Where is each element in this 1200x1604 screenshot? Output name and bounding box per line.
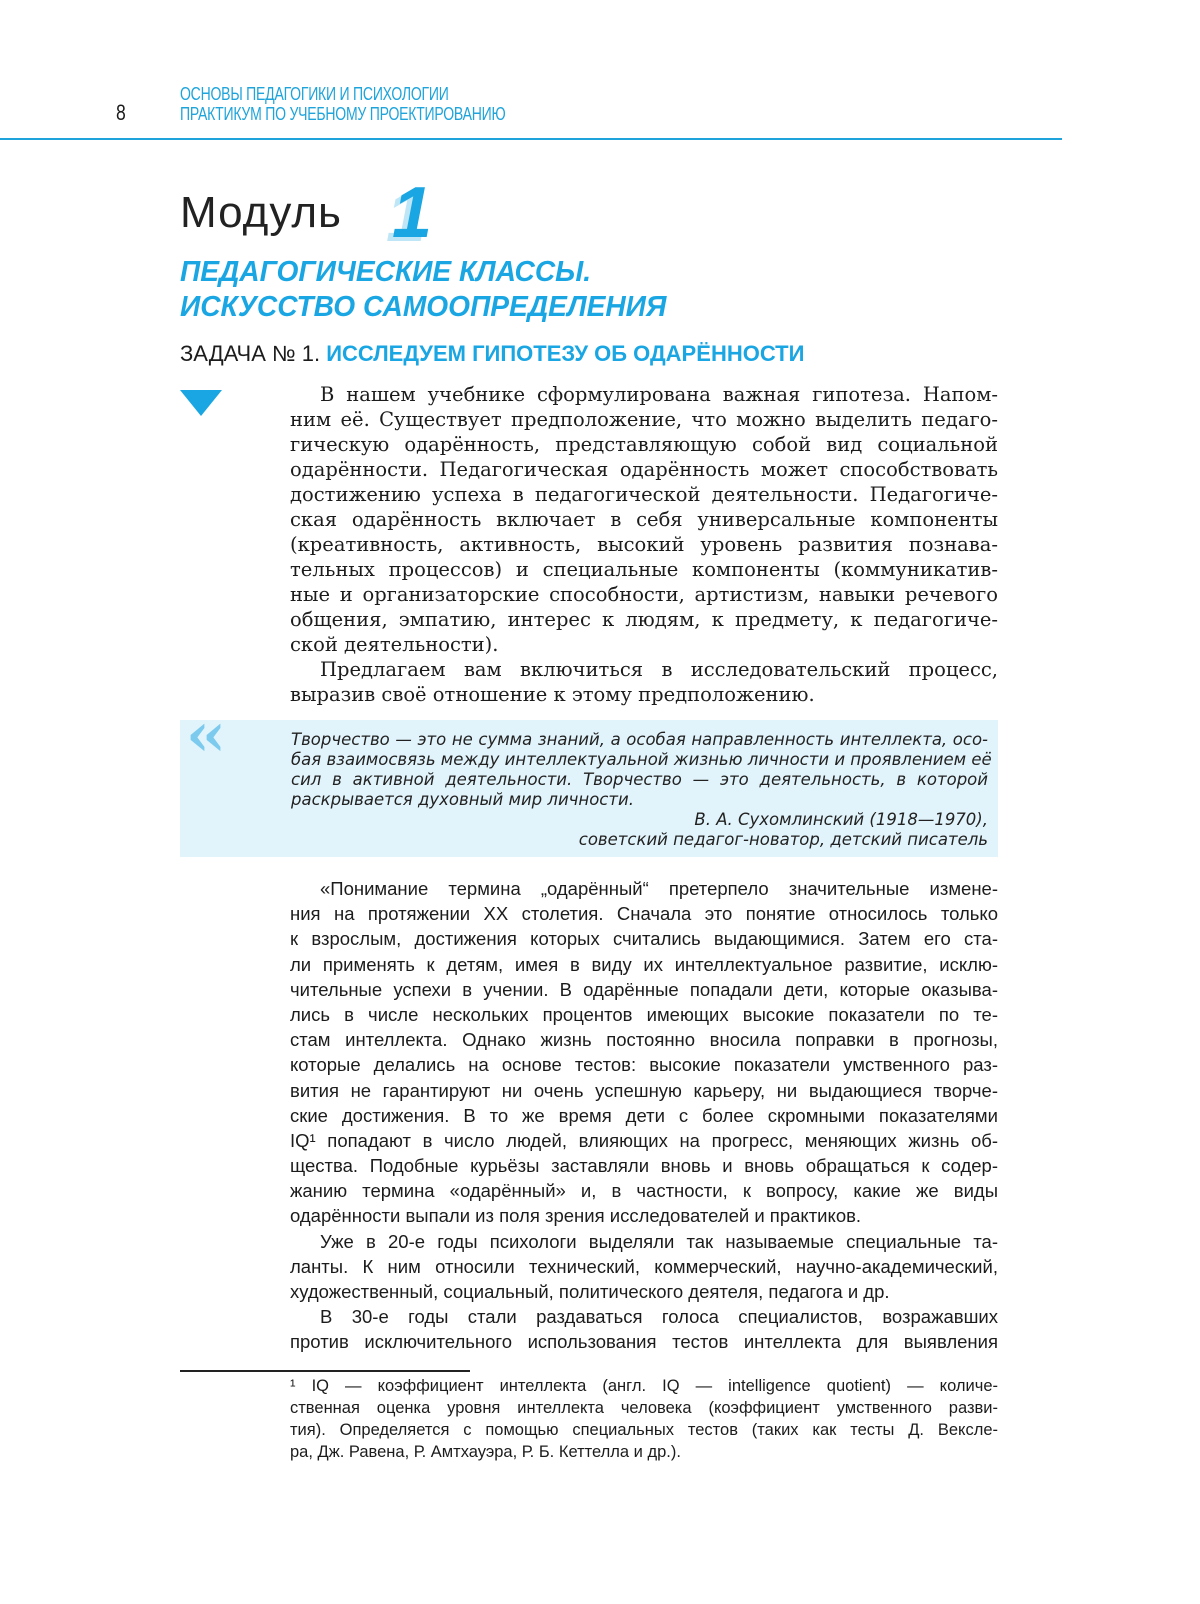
text-line: которые делались на основе тестов: высокие показатели умственного раз- bbox=[290, 1054, 998, 1076]
task-title: ИССЛЕДУЕМ ГИПОТЕЗУ ОБ ОДАРЁННОСТИ bbox=[326, 341, 805, 366]
text-line: бая взаимосвязь между интеллектуальной жизнью личности и проявлением её bbox=[291, 750, 992, 769]
quote-text bbox=[291, 730, 992, 850]
quote-author-description: советский педагог-новатор, детский писатель bbox=[578, 830, 988, 849]
footnote bbox=[290, 1375, 998, 1463]
text-line: тия). Определяется с помощью специальных тестов (таких как тесты Д. Вексле- bbox=[290, 1421, 998, 1439]
text-line: сил в активной деятельности. Творчество — это деятельность, в которой bbox=[291, 770, 988, 789]
triangle-marker-icon bbox=[180, 390, 222, 416]
text-line: одарённости выпали из поля зрения исследователей и практиков. bbox=[290, 1205, 862, 1227]
page-number: 8 bbox=[116, 100, 126, 125]
text-line: тельных процессов) и специальные компоненты (коммуникатив- bbox=[290, 558, 998, 581]
text-line: ним её. Существует предположение, что можно выделить педаго- bbox=[290, 408, 998, 431]
text-line: ¹ IQ — коэффициент интеллекта (англ. IQ — intelligence quotient) — количе- bbox=[290, 1377, 998, 1395]
text-line: (креативность, активность, высокий уровень развития познава- bbox=[290, 533, 998, 556]
text-line: лись в числе нескольких процентов имеющих высокие показатели по те- bbox=[290, 1003, 998, 1025]
module-label: Модуль bbox=[180, 188, 342, 237]
text-line: ли применять к детям, имея в виду их интеллектуальное развитие, исклю- bbox=[290, 953, 998, 975]
text-line: ские достижения. В то же время дети с более скромными показателями bbox=[290, 1104, 998, 1126]
text-line: общения, эмпатию, интерес к людям, к предмету, к педагогиче- bbox=[290, 608, 998, 631]
text-line: В нашем учебнике сформулирована важная гипотеза. Напом- bbox=[320, 383, 998, 406]
text-line: достижению успеха в педагогической деятельности. Педагогиче- bbox=[290, 483, 998, 506]
text-line: против исключительного использования тестов интеллекта для выявления bbox=[290, 1331, 998, 1353]
intro-text bbox=[290, 382, 998, 707]
text-line: ланты. К ним относили технический, коммерческий, научно-академический, bbox=[290, 1255, 998, 1277]
text-line: «Понимание термина „одарённый“ претерпело значительные измене- bbox=[320, 878, 998, 899]
task-prefix: ЗАДАЧА № 1. bbox=[180, 341, 321, 366]
body-text bbox=[290, 876, 998, 1355]
text-line: к взрослым, достижения которых считались выдающимися. Затем его ста- bbox=[290, 928, 998, 950]
text-line: жанию термина «одарённый» и, в частности, к вопросу, какие же виды bbox=[290, 1180, 998, 1202]
text-line: художественный, социальный, политического деятеля, педагога и др. bbox=[290, 1281, 890, 1302]
text-line: IQ¹ попадают в число людей, влияющих на прогресс, меняющих жизнь об- bbox=[290, 1129, 998, 1151]
text-line: чительные успехи в учении. В одарённые попадали дети, которые оказыва- bbox=[290, 978, 998, 1000]
quote-mark-icon: ‹‹ bbox=[186, 700, 218, 770]
running-header-line2: ПРАКТИКУМ ПО УЧЕБНОМУ ПРОЕКТИРОВАНИЮ bbox=[180, 104, 506, 124]
footnote-rule bbox=[180, 1370, 470, 1372]
text-line: ственная оценка уровня интеллекта человека (коэффициент умственного разви- bbox=[290, 1399, 998, 1417]
text-line: стам интеллекта. Однако жизнь постоянно вносила поправки в прогнозы, bbox=[290, 1029, 998, 1051]
module-title-line1: ПЕДАГОГИЧЕСКИЕ КЛАССЫ. bbox=[180, 256, 592, 288]
text-line: Творчество — это не сумма знаний, а особая направленность интеллекта, осо- bbox=[291, 730, 988, 749]
module-number: 1 bbox=[392, 173, 433, 253]
text-line: ные и организаторские способности, артистизм, навыки речевого bbox=[290, 583, 998, 606]
text-line: раскрывается духовный мир личности. bbox=[291, 790, 634, 809]
running-header-line1: ОСНОВЫ ПЕДАГОГИКИ И ПСИХОЛОГИИ bbox=[180, 84, 449, 104]
text-line: ская одарённость включает в себя универсальные компоненты bbox=[290, 508, 998, 531]
text-line: В 30-е годы стали раздаваться голоса специалистов, возражавших bbox=[320, 1306, 998, 1328]
task-heading bbox=[180, 341, 804, 367]
text-line: Уже в 20-е годы психологи выделяли так называемые специальные та- bbox=[320, 1230, 998, 1252]
text-line: ской деятельности). bbox=[290, 633, 499, 656]
text-line: ния на протяжении XX столетия. Сначала это понятие относилось только bbox=[290, 903, 998, 925]
text-line: Предлагаем вам включиться в исследовательский процесс, bbox=[320, 658, 998, 681]
text-line: вития не гарантируют ни очень успешную карьеру, ни выдающиеся творче- bbox=[290, 1079, 998, 1101]
quote-author: В. А. Сухомлинский (1918—1970), bbox=[694, 810, 988, 829]
text-line: одарённости. Педагогическая одарённость может способствовать bbox=[290, 458, 998, 481]
module-title-line2: ИСКУССТВО САМООПРЕДЕЛЕНИЯ bbox=[180, 291, 667, 323]
text-line: выразив своё отношение к этому предположению. bbox=[290, 683, 815, 706]
text-line: гическую одарённость, представляющую собой вид социальной bbox=[290, 433, 998, 456]
text-line: щества. Подобные курьёзы заставляли вновь и вновь обращаться к содер- bbox=[290, 1155, 998, 1177]
text-line: ра, Дж. Равена, Р. Амтхауэра, Р. Б. Кеттелла и др.). bbox=[290, 1443, 681, 1461]
header-rule bbox=[0, 138, 1062, 140]
